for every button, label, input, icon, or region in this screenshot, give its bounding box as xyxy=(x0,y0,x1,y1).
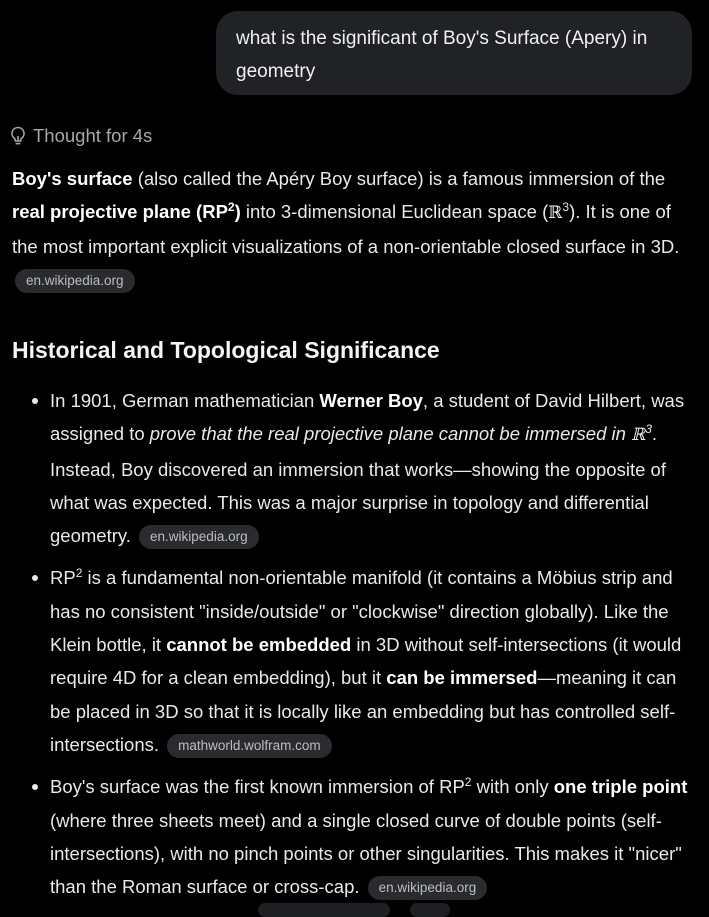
source-link[interactable]: en.wikipedia.org xyxy=(139,525,259,549)
bullet-text: In 1901, German mathematician xyxy=(50,390,320,411)
lightbulb-icon xyxy=(10,126,26,146)
term-boys-surface: Boy's surface xyxy=(12,168,133,189)
term-rp2-close: ) xyxy=(234,201,241,222)
intro-text: (also called the Apéry Boy surface) is a famous immersion of the xyxy=(132,168,666,189)
answer-body xyxy=(12,162,698,296)
italic-text-part: prove that the real projective plane cannot be immersed in xyxy=(149,423,632,445)
bullet-text: is a fundamental non-orientable manifold (it contains a Möbius strip and has no consistent "inside/outside" or "clockwise" direction globally). Like the Klein bottle, it xyxy=(50,567,673,656)
term-rp2 xyxy=(12,201,241,222)
list-item xyxy=(12,561,698,761)
list-item xyxy=(12,770,698,903)
bullet-text: , a student of David Hilbert, was assigned to xyxy=(50,390,685,445)
partial-action-button[interactable] xyxy=(410,903,450,917)
bullet-text: RP xyxy=(50,567,76,589)
bullet-text: Boy's surface was the first known immersion of RP xyxy=(50,776,465,798)
partial-action-button[interactable] xyxy=(258,903,390,917)
term-rp2-text: real projective plane (RP xyxy=(12,201,228,222)
intro-text: into 3-dimensional Euclidean space ( xyxy=(240,201,549,222)
bullet-text: with only xyxy=(471,776,554,798)
superscript: 2 xyxy=(75,566,83,581)
bullet-list xyxy=(12,384,698,903)
term-werner-boy: Werner Boy xyxy=(319,390,423,411)
intro-paragraph xyxy=(12,162,698,296)
source-link[interactable]: mathworld.wolfram.com xyxy=(167,734,332,758)
superscript: 2 xyxy=(227,200,235,214)
r-symbol: ℝ xyxy=(548,203,563,223)
term-can-be-immersed: can be immersed xyxy=(386,667,538,689)
term-one-triple-point: one triple point xyxy=(553,776,688,798)
superscript: 2 xyxy=(464,775,472,790)
source-link[interactable]: en.wikipedia.org xyxy=(15,269,135,293)
italic-text xyxy=(150,423,652,444)
bullet-text: —meaning it can be placed in 3D so that it is locally like an embedding but has controlled self-intersections. xyxy=(50,667,677,755)
superscript: 3 xyxy=(562,200,570,214)
bullet-text: . Instead, Boy discovered an immersion that works—showing the opposite of what was expected. This was a major surprise in topology and differential geometry. xyxy=(50,423,666,547)
r-symbol: ℝ xyxy=(631,425,646,446)
user-message-bubble: what is the significant of Boy's Surface (Apery) in geometry xyxy=(216,11,692,95)
thought-toggle[interactable] xyxy=(10,122,152,150)
source-link[interactable]: en.wikipedia.org xyxy=(368,876,488,900)
thought-label: Thought for 4s xyxy=(33,125,153,146)
intro-text: ). It is one of the most important explicit visualizations of a non-orientable closed surface in 3D. xyxy=(12,201,680,257)
bullet-text: in 3D without self-intersections (it would require 4D for a clean embedding), but it xyxy=(50,634,682,689)
term-cannot-be-embedded: cannot be embedded xyxy=(166,634,352,656)
superscript: 3 xyxy=(645,422,652,437)
bullet-text: (where three sheets meet) and a single closed curve of double points (self-intersections), with no pinch points or other singularities. This makes it "nicer" than the Roman surface or cross-cap. xyxy=(50,809,682,898)
list-item xyxy=(12,384,698,552)
section-heading: Historical and Topological Significance xyxy=(12,337,440,363)
